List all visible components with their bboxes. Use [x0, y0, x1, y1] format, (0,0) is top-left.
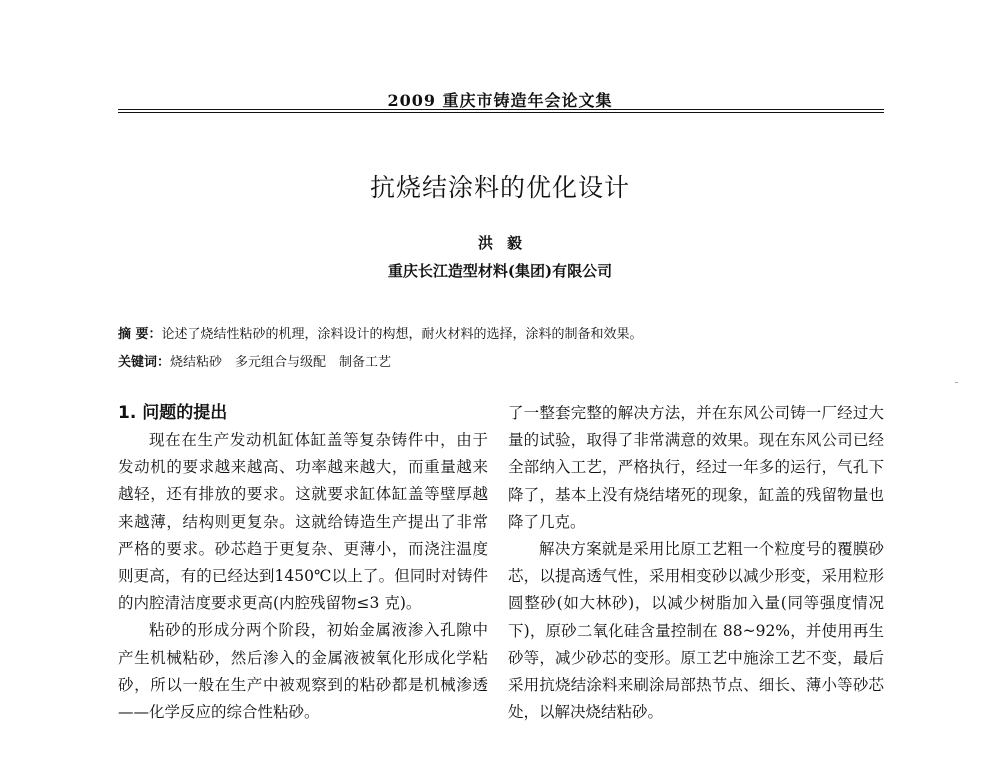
body-paragraph: 解决方案就是采用比原工艺粗一个粒度号的覆膜砂芯，以提高透气性，采用相变砂以减少形变，采用粒形圆整砂(如大林砂)，以减少树脂加入量(同等强度情况下)，原砂二氧化硅含量控制在 88~92%，并使用再生砂等，减少砂芯的变形。原工艺中施涂工艺不变，最后采用抗烧结涂料来刷涂局部热节点、细长、薄小等砂芯处，以解决烧结粘砂。 — [508, 540, 884, 722]
header-rule-secondary — [118, 112, 884, 113]
keywords — [118, 351, 898, 370]
abstract — [118, 323, 898, 342]
body-paragraph: 了一整套完整的解决方法，并在东风公司铸一厂经过大量的试验，取得了非常满意的效果。现在东风公司已经全部纳入工艺，严格执行，经过一年多的运行，气孔下降了，基本上没有烧结堵死的现象，缸盖的残留物量也降了几克。 — [508, 404, 884, 531]
running-header: 2009 重庆市铸造年会论文集 — [387, 91, 613, 110]
body-paragraph: 粘砂的形成分两个阶段，初始金属液渗入孔隙中产生机械粘砂，然后渗入的金属液被氧化形成化学粘砂，所以一般在生产中被观察到的粘砂都是机械渗透——化学反应的综合性粘砂。 — [118, 621, 488, 722]
header-rule — [118, 109, 884, 110]
body-paragraph: 现在在生产发动机缸体缸盖等复杂铸件中，由于发动机的要求越来越高、功率越来越大，而重量越来越轻，还有排放的要求。这就要求缸体缸盖等壁厚越来越薄，结构则更复杂。这就给铸造生产提出了非常严格的要求。砂芯趋于更复杂、更薄小，而浇注温度则更高，有的已经达到1450℃以上了。但同时对铸件的内腔清洁度要求更高(内腔残留物≤3 克)。 — [118, 431, 488, 613]
abstract-text: 论述了烧结性粘砂的机理，涂料设计的构想，耐火材料的选择，涂料的制备和效果。 — [161, 327, 643, 342]
body-column-right — [508, 400, 884, 726]
section-heading: 1. 问题的提出 — [118, 403, 228, 423]
author-name: 洪毅 — [477, 234, 536, 252]
scan-artifact — [955, 382, 958, 383]
author-affiliation: 重庆长江造型材料(集团)有限公司 — [387, 262, 613, 280]
keywords-label: 关键词： — [118, 355, 171, 370]
body-column-left — [118, 400, 488, 726]
abstract-label: 摘 要： — [118, 327, 162, 342]
keywords-text: 烧结粘砂 多元组合与级配 制备工艺 — [170, 355, 392, 370]
paper-title: 抗烧结涂料的优化设计 — [369, 173, 630, 202]
